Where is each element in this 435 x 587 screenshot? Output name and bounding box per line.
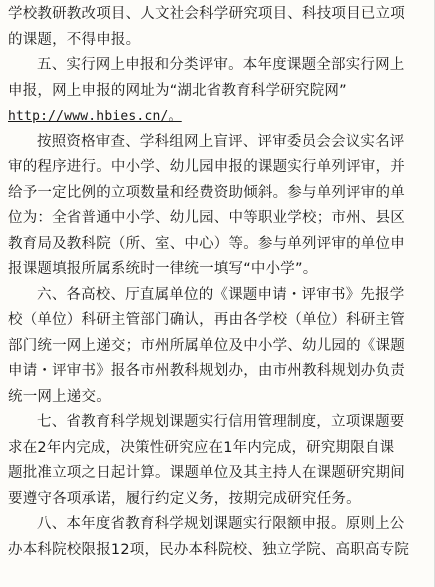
text-line: 统一网上递交。: [8, 388, 111, 405]
text-line: 申请・评审书》报各市州教科规划办，由市州教科规划办负责: [8, 363, 405, 379]
section-5-heading-line: 五、实行网上申报和分类评审。本年度课题全部实行网上: [37, 57, 405, 73]
text-line: 审的程序进行。中小学、幼儿园申报的课题实行单列评审，并: [8, 159, 405, 175]
text-line: 校（单位）科研主管部门确认，再由各学校（单位）科研主管: [8, 312, 405, 328]
section-7-heading-line: 七、省教育科学规划课题实行信用管理制度，立项课题要: [37, 414, 405, 430]
text-line: 报课题填报所属系统时一律统一填写“中小学”。: [8, 261, 318, 277]
section-8-heading-line: 八、本年度省教育科学规划课题实行限额申报。原则上公: [37, 516, 405, 532]
url-line: [8, 104, 424, 130]
text-line: 要遵守各项承诺，履行约定义务，按期完成研究任务。: [8, 490, 361, 507]
text-line: 求在2年内完成，决策性研究应在1年内完成，研究期限自课: [8, 439, 395, 456]
text-line: 学校教研教改项目、人文社会科学研究项目、科技项目已立项: [8, 6, 405, 22]
text-line: 按照资格审查、学科组网上盲评、评审委员会会议实名评: [37, 133, 405, 150]
text-line: 题批准立项之日起计算。课题单位及其主持人在课题研究期间: [8, 465, 405, 481]
text-line: 教育局及教科院（所、室、中心）等。参与单列评审的单位申: [8, 235, 405, 252]
text-line: 的课题，不得申报。: [8, 31, 141, 48]
text-line: 办本科院校限报12项，民办本科院校、独立学院、高职高专院: [8, 541, 410, 558]
text-line: 部门统一网上递交；市州所属单位及中小学、幼儿园的《课题: [8, 337, 405, 354]
section-6-heading-line: 六、各高校、厅直属单位的《课题申请・评审书》先报学: [37, 286, 405, 303]
text-line: 给予一定比例的立项数量和经费资助倾斜。参与单列评审的单: [8, 184, 405, 201]
website-link[interactable]: http://www.hbies.cn/。: [8, 109, 182, 124]
text-line: 位为：全省普通中小学、幼儿园、中等职业学校；市州、县区: [8, 210, 405, 226]
text-line: 申报，网上申报的网址为“湖北省教育科学研究院网”: [8, 82, 347, 99]
